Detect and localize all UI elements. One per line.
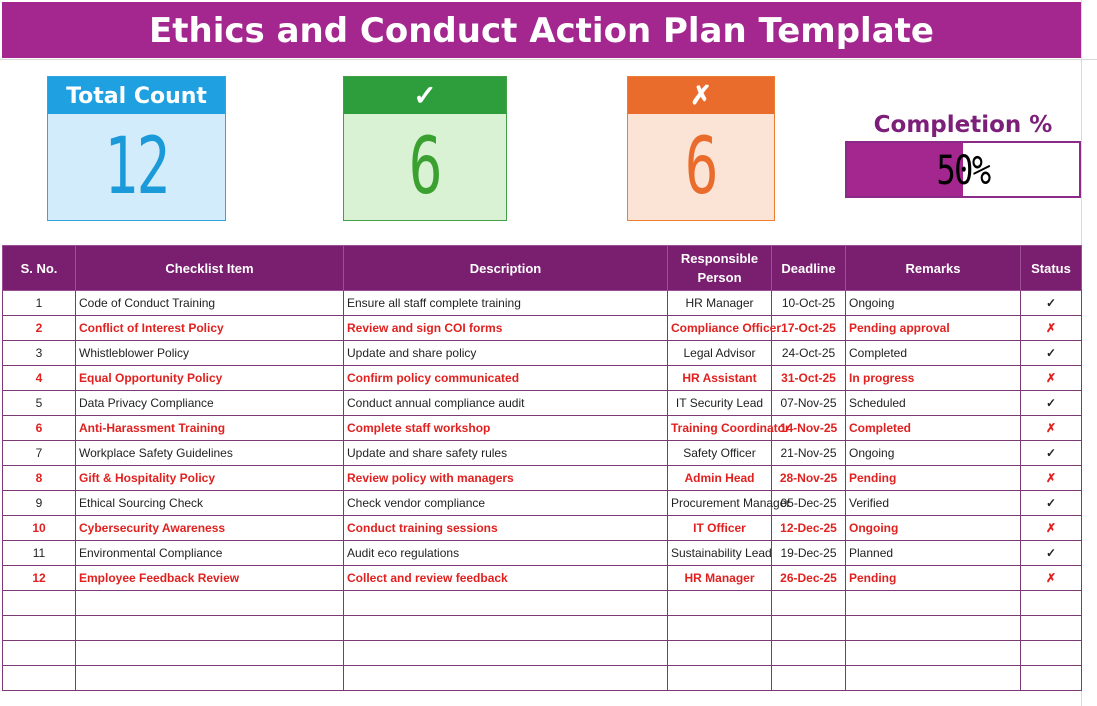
cell-remarks[interactable]: Pending <box>846 466 1021 491</box>
action-plan-table <box>2 245 1082 691</box>
cell-description[interactable]: Update and share safety rules <box>344 441 668 466</box>
status-icon[interactable]: ✓ <box>1021 441 1082 466</box>
cell-description[interactable]: Review policy with managers <box>344 466 668 491</box>
cell-remarks[interactable]: In progress <box>846 366 1021 391</box>
empty-cell[interactable] <box>76 666 344 691</box>
cell-sno[interactable]: 8 <box>3 466 76 491</box>
cell-checklist-item[interactable]: Anti-Harassment Training <box>76 416 344 441</box>
total-count-card <box>47 76 226 221</box>
cell-responsible-person[interactable]: Training Coordinator <box>668 416 772 441</box>
cell-responsible-person[interactable]: HR Assistant <box>668 366 772 391</box>
cell-checklist-item[interactable]: Code of Conduct Training <box>76 291 344 316</box>
cell-description[interactable]: Conduct training sessions <box>344 516 668 541</box>
table-row <box>3 441 1082 466</box>
cell-checklist-item[interactable]: Employee Feedback Review <box>76 566 344 591</box>
table-row <box>3 391 1082 416</box>
empty-cell[interactable] <box>772 591 846 616</box>
empty-row <box>3 591 1082 616</box>
pending-count-value: 6 <box>684 122 718 212</box>
cell-sno[interactable]: 12 <box>3 566 76 591</box>
col-header-deadline[interactable]: Deadline <box>772 246 846 291</box>
table-row <box>3 566 1082 591</box>
col-header-checklist-item[interactable]: Checklist Item <box>76 246 344 291</box>
cell-remarks[interactable]: Verified <box>846 491 1021 516</box>
table-row <box>3 291 1082 316</box>
cell-sno[interactable]: 5 <box>3 391 76 416</box>
empty-row <box>3 666 1082 691</box>
cell-sno[interactable]: 7 <box>3 441 76 466</box>
empty-cell[interactable] <box>1021 616 1082 641</box>
cell-sno[interactable]: 10 <box>3 516 76 541</box>
cell-responsible-person[interactable]: IT Security Lead <box>668 391 772 416</box>
empty-cell[interactable] <box>3 641 76 666</box>
table-row <box>3 416 1082 441</box>
cell-deadline[interactable]: 26-Dec-25 <box>772 566 846 591</box>
status-icon[interactable]: ✓ <box>1021 291 1082 316</box>
cell-description[interactable]: Audit eco regulations <box>344 541 668 566</box>
cell-checklist-item[interactable]: Gift & Hospitality Policy <box>76 466 344 491</box>
cell-deadline[interactable]: 21-Nov-25 <box>772 441 846 466</box>
cell-remarks[interactable]: Completed <box>846 341 1021 366</box>
check-icon: ✓ <box>344 77 506 114</box>
table-row <box>3 466 1082 491</box>
empty-cell[interactable] <box>344 616 668 641</box>
cell-deadline[interactable]: 05-Dec-25 <box>772 491 846 516</box>
completed-count-card <box>343 76 507 221</box>
status-icon[interactable]: ✓ <box>1021 541 1082 566</box>
empty-cell[interactable] <box>668 616 772 641</box>
cell-checklist-item[interactable]: Environmental Compliance <box>76 541 344 566</box>
empty-cell[interactable] <box>846 666 1021 691</box>
table-row <box>3 316 1082 341</box>
cell-deadline[interactable]: 10-Oct-25 <box>772 291 846 316</box>
empty-cell[interactable] <box>3 666 76 691</box>
cell-description[interactable]: Conduct annual compliance audit <box>344 391 668 416</box>
cell-responsible-person[interactable]: IT Officer <box>668 516 772 541</box>
completion-label: Completion % <box>873 112 1053 138</box>
empty-cell[interactable] <box>668 591 772 616</box>
cell-responsible-person[interactable]: Legal Advisor <box>668 341 772 366</box>
empty-cell[interactable] <box>772 641 846 666</box>
table-row <box>3 541 1082 566</box>
cell-remarks[interactable]: Ongoing <box>846 516 1021 541</box>
cross-icon: ✗ <box>628 77 774 114</box>
completed-count-value: 6 <box>408 122 442 212</box>
cell-remarks[interactable]: Completed <box>846 416 1021 441</box>
cell-remarks[interactable]: Planned <box>846 541 1021 566</box>
pending-count-card <box>627 76 775 221</box>
status-icon[interactable]: ✗ <box>1021 366 1082 391</box>
status-icon[interactable]: ✗ <box>1021 416 1082 441</box>
empty-cell[interactable] <box>668 641 772 666</box>
status-icon[interactable]: ✓ <box>1021 391 1082 416</box>
empty-cell[interactable] <box>846 641 1021 666</box>
status-icon[interactable]: ✓ <box>1021 341 1082 366</box>
status-icon[interactable]: ✓ <box>1021 491 1082 516</box>
col-header-responsible-person[interactable]: Responsible Person <box>668 246 772 291</box>
cell-remarks[interactable]: Scheduled <box>846 391 1021 416</box>
empty-cell[interactable] <box>344 591 668 616</box>
cell-description[interactable]: Update and share policy <box>344 341 668 366</box>
cell-checklist-item[interactable]: Equal Opportunity Policy <box>76 366 344 391</box>
cell-description[interactable]: Review and sign COI forms <box>344 316 668 341</box>
empty-cell[interactable] <box>1021 591 1082 616</box>
cell-deadline[interactable]: 12-Dec-25 <box>772 516 846 541</box>
cell-sno[interactable]: 3 <box>3 341 76 366</box>
cell-checklist-item[interactable]: Data Privacy Compliance <box>76 391 344 416</box>
empty-cell[interactable] <box>76 641 344 666</box>
empty-row <box>3 616 1082 641</box>
cell-sno[interactable]: 11 <box>3 541 76 566</box>
cell-remarks[interactable]: Pending approval <box>846 316 1021 341</box>
cell-responsible-person[interactable]: Sustainability Lead <box>668 541 772 566</box>
empty-cell[interactable] <box>846 616 1021 641</box>
col-header-description[interactable]: Description <box>344 246 668 291</box>
completion-percent: 50% <box>936 148 990 194</box>
cell-remarks[interactable]: Ongoing <box>846 441 1021 466</box>
cell-responsible-person[interactable]: HR Manager <box>668 566 772 591</box>
empty-cell[interactable] <box>846 591 1021 616</box>
empty-cell[interactable] <box>3 616 76 641</box>
cell-remarks[interactable]: Ongoing <box>846 291 1021 316</box>
cell-responsible-person[interactable]: HR Manager <box>668 291 772 316</box>
empty-cell[interactable] <box>76 591 344 616</box>
cell-remarks[interactable]: Pending <box>846 566 1021 591</box>
sheet-gridline <box>0 59 1097 60</box>
empty-cell[interactable] <box>772 616 846 641</box>
cell-sno[interactable]: 6 <box>3 416 76 441</box>
cell-responsible-person[interactable]: Admin Head <box>668 466 772 491</box>
cell-description[interactable]: Collect and review feedback <box>344 566 668 591</box>
status-icon[interactable]: ✗ <box>1021 316 1082 341</box>
cell-description[interactable]: Complete staff workshop <box>344 416 668 441</box>
status-icon[interactable]: ✗ <box>1021 466 1082 491</box>
cell-deadline[interactable]: 17-Oct-25 <box>772 316 846 341</box>
total-count-label: Total Count <box>48 77 225 114</box>
cell-description[interactable]: Check vendor compliance <box>344 491 668 516</box>
cell-deadline[interactable]: 24-Oct-25 <box>772 341 846 366</box>
cell-deadline[interactable]: 31-Oct-25 <box>772 366 846 391</box>
cell-sno[interactable]: 2 <box>3 316 76 341</box>
total-count-value: 12 <box>104 122 169 212</box>
cell-responsible-person[interactable]: Procurement Manager <box>668 491 772 516</box>
status-icon[interactable]: ✗ <box>1021 566 1082 591</box>
empty-cell[interactable] <box>3 591 76 616</box>
col-header-sno[interactable]: S. No. <box>3 246 76 291</box>
empty-cell[interactable] <box>668 666 772 691</box>
table-row <box>3 516 1082 541</box>
col-header-status[interactable]: Status <box>1021 246 1082 291</box>
empty-cell[interactable] <box>76 616 344 641</box>
empty-cell[interactable] <box>344 666 668 691</box>
cell-checklist-item[interactable]: Conflict of Interest Policy <box>76 316 344 341</box>
cell-checklist-item[interactable]: Cybersecurity Awareness <box>76 516 344 541</box>
table-row <box>3 366 1082 391</box>
table-row <box>3 341 1082 366</box>
cell-checklist-item[interactable]: Workplace Safety Guidelines <box>76 441 344 466</box>
cell-description[interactable]: Confirm policy communicated <box>344 366 668 391</box>
cell-description[interactable]: Ensure all staff complete training <box>344 291 668 316</box>
page-title: Ethics and Conduct Action Plan Template <box>2 2 1081 58</box>
table-row <box>3 491 1082 516</box>
cell-deadline[interactable]: 07-Nov-25 <box>772 391 846 416</box>
empty-row <box>3 641 1082 666</box>
cell-deadline[interactable]: 28-Nov-25 <box>772 466 846 491</box>
empty-cell[interactable] <box>772 666 846 691</box>
cell-checklist-item[interactable]: Ethical Sourcing Check <box>76 491 344 516</box>
empty-cell[interactable] <box>1021 666 1082 691</box>
cell-responsible-person[interactable]: Safety Officer <box>668 441 772 466</box>
completion-progress-bar <box>845 141 1081 198</box>
status-icon[interactable]: ✗ <box>1021 516 1082 541</box>
cell-responsible-person[interactable]: Compliance Officer <box>668 316 772 341</box>
cell-deadline[interactable]: 14-Nov-25 <box>772 416 846 441</box>
empty-cell[interactable] <box>1021 641 1082 666</box>
cell-sno[interactable]: 1 <box>3 291 76 316</box>
table-header-row <box>3 246 1082 291</box>
cell-checklist-item[interactable]: Whistleblower Policy <box>76 341 344 366</box>
col-header-remarks[interactable]: Remarks <box>846 246 1021 291</box>
empty-cell[interactable] <box>344 641 668 666</box>
cell-sno[interactable]: 9 <box>3 491 76 516</box>
cell-sno[interactable]: 4 <box>3 366 76 391</box>
cell-deadline[interactable]: 19-Dec-25 <box>772 541 846 566</box>
